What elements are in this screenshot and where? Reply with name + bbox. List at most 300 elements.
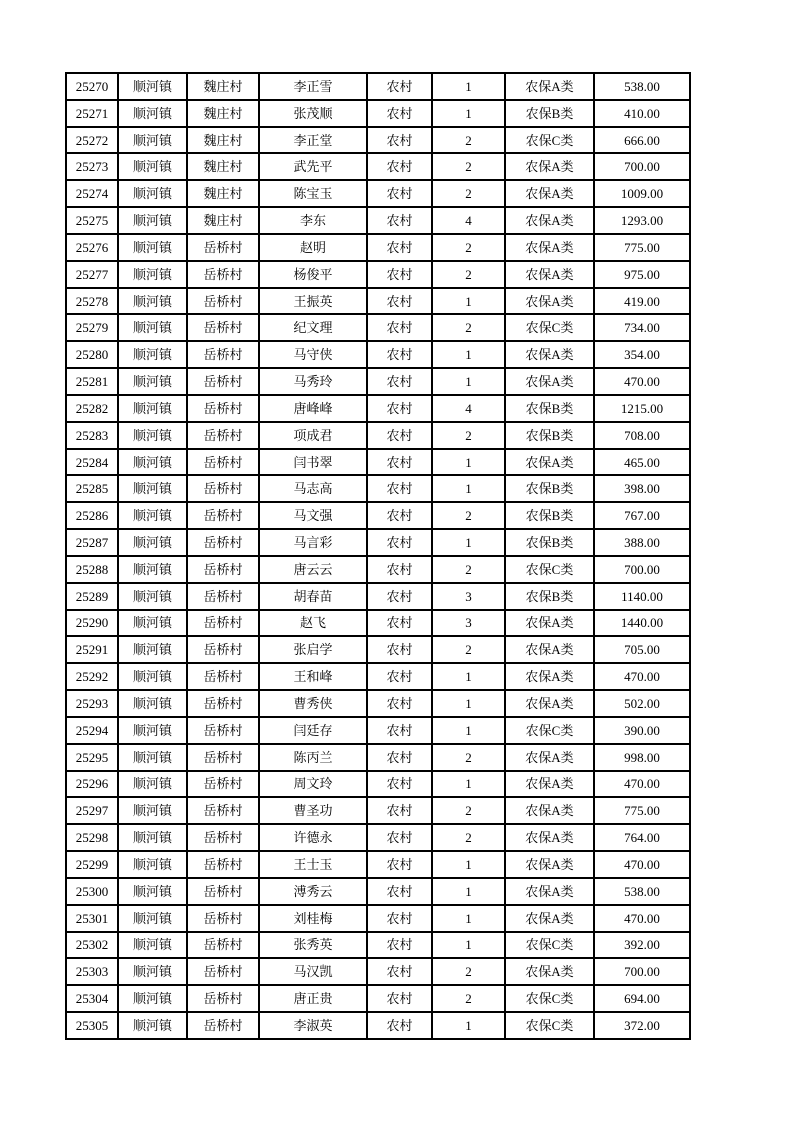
table-row — [66, 314, 690, 341]
household-type-cell: 农村 — [367, 824, 432, 851]
household-type-cell: 农村 — [367, 905, 432, 932]
count-cell: 1 — [432, 771, 505, 798]
serial-cell: 25301 — [66, 905, 118, 932]
amount-cell: 775.00 — [594, 797, 690, 824]
village-cell: 岳桥村 — [187, 502, 259, 529]
serial-cell: 25290 — [66, 610, 118, 637]
town-cell: 顺河镇 — [118, 100, 187, 127]
count-cell: 1 — [432, 288, 505, 315]
serial-cell: 25293 — [66, 690, 118, 717]
count-cell: 1 — [432, 73, 505, 100]
town-cell: 顺河镇 — [118, 395, 187, 422]
serial-cell: 25276 — [66, 234, 118, 261]
table-row — [66, 422, 690, 449]
amount-cell: 764.00 — [594, 824, 690, 851]
name-cell: 张秀英 — [259, 932, 367, 959]
household-type-cell: 农村 — [367, 744, 432, 771]
village-cell: 岳桥村 — [187, 851, 259, 878]
category-cell: 农保A类 — [505, 905, 594, 932]
name-cell: 武先平 — [259, 153, 367, 180]
amount-cell: 390.00 — [594, 717, 690, 744]
serial-cell: 25296 — [66, 771, 118, 798]
count-cell: 2 — [432, 314, 505, 341]
category-cell: 农保A类 — [505, 797, 594, 824]
village-cell: 岳桥村 — [187, 422, 259, 449]
name-cell: 王士玉 — [259, 851, 367, 878]
table-row — [66, 449, 690, 476]
village-cell: 魏庄村 — [187, 73, 259, 100]
serial-cell: 25305 — [66, 1012, 118, 1039]
count-cell: 1 — [432, 475, 505, 502]
table-row — [66, 288, 690, 315]
count-cell: 3 — [432, 583, 505, 610]
household-type-cell: 农村 — [367, 958, 432, 985]
amount-cell: 1009.00 — [594, 180, 690, 207]
household-type-cell: 农村 — [367, 610, 432, 637]
serial-cell: 25285 — [66, 475, 118, 502]
household-type-cell: 农村 — [367, 368, 432, 395]
category-cell: 农保A类 — [505, 690, 594, 717]
village-cell: 岳桥村 — [187, 368, 259, 395]
table-row — [66, 985, 690, 1012]
serial-cell: 25298 — [66, 824, 118, 851]
village-cell: 岳桥村 — [187, 395, 259, 422]
count-cell: 1 — [432, 100, 505, 127]
category-cell: 农保A类 — [505, 851, 594, 878]
town-cell: 顺河镇 — [118, 288, 187, 315]
household-type-cell: 农村 — [367, 314, 432, 341]
serial-cell: 25273 — [66, 153, 118, 180]
household-type-cell: 农村 — [367, 690, 432, 717]
category-cell: 农保C类 — [505, 932, 594, 959]
table-row — [66, 368, 690, 395]
amount-cell: 700.00 — [594, 556, 690, 583]
count-cell: 2 — [432, 636, 505, 663]
category-cell: 农保A类 — [505, 610, 594, 637]
count-cell: 2 — [432, 127, 505, 154]
amount-cell: 372.00 — [594, 1012, 690, 1039]
name-cell: 马守侠 — [259, 341, 367, 368]
table-row — [66, 690, 690, 717]
amount-cell: 470.00 — [594, 905, 690, 932]
serial-cell: 25277 — [66, 261, 118, 288]
town-cell: 顺河镇 — [118, 744, 187, 771]
town-cell: 顺河镇 — [118, 153, 187, 180]
village-cell: 岳桥村 — [187, 234, 259, 261]
name-cell: 李东 — [259, 207, 367, 234]
household-type-cell: 农村 — [367, 556, 432, 583]
village-cell: 岳桥村 — [187, 314, 259, 341]
count-cell: 1 — [432, 851, 505, 878]
town-cell: 顺河镇 — [118, 127, 187, 154]
amount-cell: 1293.00 — [594, 207, 690, 234]
town-cell: 顺河镇 — [118, 663, 187, 690]
amount-cell: 734.00 — [594, 314, 690, 341]
count-cell: 2 — [432, 502, 505, 529]
serial-cell: 25287 — [66, 529, 118, 556]
table-row — [66, 744, 690, 771]
count-cell: 2 — [432, 234, 505, 261]
category-cell: 农保C类 — [505, 127, 594, 154]
town-cell: 顺河镇 — [118, 824, 187, 851]
category-cell: 农保A类 — [505, 341, 594, 368]
household-type-cell: 农村 — [367, 663, 432, 690]
town-cell: 顺河镇 — [118, 610, 187, 637]
village-cell: 魏庄村 — [187, 207, 259, 234]
amount-cell: 470.00 — [594, 851, 690, 878]
table-row — [66, 905, 690, 932]
amount-cell: 705.00 — [594, 636, 690, 663]
count-cell: 2 — [432, 958, 505, 985]
count-cell: 2 — [432, 180, 505, 207]
table-row — [66, 958, 690, 985]
serial-cell: 25289 — [66, 583, 118, 610]
table-row — [66, 153, 690, 180]
category-cell: 农保C类 — [505, 717, 594, 744]
category-cell: 农保A类 — [505, 636, 594, 663]
household-type-cell: 农村 — [367, 288, 432, 315]
household-type-cell: 农村 — [367, 475, 432, 502]
town-cell: 顺河镇 — [118, 180, 187, 207]
name-cell: 张茂顺 — [259, 100, 367, 127]
village-cell: 岳桥村 — [187, 771, 259, 798]
table-row — [66, 797, 690, 824]
category-cell: 农保A类 — [505, 771, 594, 798]
town-cell: 顺河镇 — [118, 717, 187, 744]
amount-cell: 354.00 — [594, 341, 690, 368]
name-cell: 唐正贵 — [259, 985, 367, 1012]
serial-cell: 25302 — [66, 932, 118, 959]
town-cell: 顺河镇 — [118, 878, 187, 905]
payment-records-table-body — [66, 73, 690, 1039]
count-cell: 2 — [432, 824, 505, 851]
household-type-cell: 农村 — [367, 100, 432, 127]
amount-cell: 700.00 — [594, 153, 690, 180]
household-type-cell: 农村 — [367, 395, 432, 422]
serial-cell: 25297 — [66, 797, 118, 824]
village-cell: 岳桥村 — [187, 288, 259, 315]
village-cell: 岳桥村 — [187, 475, 259, 502]
category-cell: 农保B类 — [505, 502, 594, 529]
table-row — [66, 771, 690, 798]
name-cell: 马秀玲 — [259, 368, 367, 395]
serial-cell: 25275 — [66, 207, 118, 234]
household-type-cell: 农村 — [367, 234, 432, 261]
amount-cell: 502.00 — [594, 690, 690, 717]
town-cell: 顺河镇 — [118, 985, 187, 1012]
amount-cell: 398.00 — [594, 475, 690, 502]
serial-cell: 25286 — [66, 502, 118, 529]
name-cell: 马志高 — [259, 475, 367, 502]
village-cell: 岳桥村 — [187, 690, 259, 717]
name-cell: 王和峰 — [259, 663, 367, 690]
category-cell: 农保C类 — [505, 556, 594, 583]
name-cell: 曹圣功 — [259, 797, 367, 824]
table-row — [66, 395, 690, 422]
category-cell: 农保A类 — [505, 824, 594, 851]
name-cell: 周文玲 — [259, 771, 367, 798]
town-cell: 顺河镇 — [118, 529, 187, 556]
table-row — [66, 932, 690, 959]
serial-cell: 25283 — [66, 422, 118, 449]
household-type-cell: 农村 — [367, 529, 432, 556]
category-cell: 农保B类 — [505, 422, 594, 449]
table-row — [66, 636, 690, 663]
amount-cell: 998.00 — [594, 744, 690, 771]
name-cell: 陈丙兰 — [259, 744, 367, 771]
name-cell: 项成君 — [259, 422, 367, 449]
category-cell: 农保B类 — [505, 100, 594, 127]
amount-cell: 975.00 — [594, 261, 690, 288]
category-cell: 农保A类 — [505, 73, 594, 100]
town-cell: 顺河镇 — [118, 502, 187, 529]
serial-cell: 25299 — [66, 851, 118, 878]
amount-cell: 538.00 — [594, 73, 690, 100]
town-cell: 顺河镇 — [118, 583, 187, 610]
amount-cell: 419.00 — [594, 288, 690, 315]
amount-cell: 767.00 — [594, 502, 690, 529]
serial-cell: 25271 — [66, 100, 118, 127]
village-cell: 魏庄村 — [187, 153, 259, 180]
table-row — [66, 878, 690, 905]
category-cell: 农保A类 — [505, 449, 594, 476]
household-type-cell: 农村 — [367, 932, 432, 959]
town-cell: 顺河镇 — [118, 905, 187, 932]
household-type-cell: 农村 — [367, 422, 432, 449]
table-row — [66, 341, 690, 368]
count-cell: 1 — [432, 878, 505, 905]
category-cell: 农保C类 — [505, 985, 594, 1012]
category-cell: 农保B类 — [505, 529, 594, 556]
household-type-cell: 农村 — [367, 153, 432, 180]
category-cell: 农保A类 — [505, 234, 594, 261]
household-type-cell: 农村 — [367, 878, 432, 905]
amount-cell: 538.00 — [594, 878, 690, 905]
town-cell: 顺河镇 — [118, 207, 187, 234]
table-row — [66, 556, 690, 583]
count-cell: 4 — [432, 207, 505, 234]
household-type-cell: 农村 — [367, 449, 432, 476]
village-cell: 岳桥村 — [187, 583, 259, 610]
name-cell: 胡春苗 — [259, 583, 367, 610]
serial-cell: 25284 — [66, 449, 118, 476]
amount-cell: 470.00 — [594, 771, 690, 798]
count-cell: 2 — [432, 153, 505, 180]
name-cell: 马言彩 — [259, 529, 367, 556]
town-cell: 顺河镇 — [118, 556, 187, 583]
name-cell: 赵明 — [259, 234, 367, 261]
name-cell: 闫书翠 — [259, 449, 367, 476]
serial-cell: 25303 — [66, 958, 118, 985]
table-row — [66, 851, 690, 878]
category-cell: 农保B类 — [505, 395, 594, 422]
count-cell: 1 — [432, 690, 505, 717]
count-cell: 1 — [432, 905, 505, 932]
count-cell: 1 — [432, 717, 505, 744]
category-cell: 农保A类 — [505, 744, 594, 771]
category-cell: 农保A类 — [505, 663, 594, 690]
village-cell: 岳桥村 — [187, 449, 259, 476]
serial-cell: 25282 — [66, 395, 118, 422]
category-cell: 农保B类 — [505, 475, 594, 502]
household-type-cell: 农村 — [367, 502, 432, 529]
village-cell: 岳桥村 — [187, 797, 259, 824]
village-cell: 岳桥村 — [187, 905, 259, 932]
name-cell: 唐云云 — [259, 556, 367, 583]
town-cell: 顺河镇 — [118, 851, 187, 878]
table-row — [66, 502, 690, 529]
village-cell: 岳桥村 — [187, 878, 259, 905]
amount-cell: 465.00 — [594, 449, 690, 476]
name-cell: 纪文理 — [259, 314, 367, 341]
town-cell: 顺河镇 — [118, 449, 187, 476]
category-cell: 农保C类 — [505, 1012, 594, 1039]
payment-records-table — [65, 72, 691, 1040]
town-cell: 顺河镇 — [118, 234, 187, 261]
table-row — [66, 583, 690, 610]
town-cell: 顺河镇 — [118, 422, 187, 449]
village-cell: 岳桥村 — [187, 958, 259, 985]
village-cell: 岳桥村 — [187, 932, 259, 959]
count-cell: 2 — [432, 422, 505, 449]
town-cell: 顺河镇 — [118, 314, 187, 341]
serial-cell: 25280 — [66, 341, 118, 368]
serial-cell: 25272 — [66, 127, 118, 154]
count-cell: 1 — [432, 449, 505, 476]
table-row — [66, 717, 690, 744]
town-cell: 顺河镇 — [118, 73, 187, 100]
amount-cell: 1440.00 — [594, 610, 690, 637]
amount-cell: 470.00 — [594, 663, 690, 690]
amount-cell: 775.00 — [594, 234, 690, 261]
town-cell: 顺河镇 — [118, 368, 187, 395]
name-cell: 马汉凯 — [259, 958, 367, 985]
village-cell: 岳桥村 — [187, 529, 259, 556]
category-cell: 农保B类 — [505, 583, 594, 610]
category-cell: 农保A类 — [505, 288, 594, 315]
household-type-cell: 农村 — [367, 207, 432, 234]
household-type-cell: 农村 — [367, 717, 432, 744]
count-cell: 1 — [432, 663, 505, 690]
name-cell: 张启学 — [259, 636, 367, 663]
town-cell: 顺河镇 — [118, 341, 187, 368]
count-cell: 1 — [432, 1012, 505, 1039]
table-row — [66, 180, 690, 207]
town-cell: 顺河镇 — [118, 771, 187, 798]
household-type-cell: 农村 — [367, 73, 432, 100]
household-type-cell: 农村 — [367, 341, 432, 368]
count-cell: 2 — [432, 985, 505, 1012]
town-cell: 顺河镇 — [118, 797, 187, 824]
serial-cell: 25291 — [66, 636, 118, 663]
serial-cell: 25270 — [66, 73, 118, 100]
table-row — [66, 663, 690, 690]
name-cell: 曹秀侠 — [259, 690, 367, 717]
amount-cell: 392.00 — [594, 932, 690, 959]
name-cell: 杨俊平 — [259, 261, 367, 288]
count-cell: 1 — [432, 341, 505, 368]
amount-cell: 708.00 — [594, 422, 690, 449]
town-cell: 顺河镇 — [118, 475, 187, 502]
serial-cell: 25304 — [66, 985, 118, 1012]
name-cell: 溥秀云 — [259, 878, 367, 905]
amount-cell: 1215.00 — [594, 395, 690, 422]
count-cell: 3 — [432, 610, 505, 637]
serial-cell: 25279 — [66, 314, 118, 341]
household-type-cell: 农村 — [367, 1012, 432, 1039]
household-type-cell: 农村 — [367, 636, 432, 663]
serial-cell: 25278 — [66, 288, 118, 315]
table-row — [66, 1012, 690, 1039]
serial-cell: 25281 — [66, 368, 118, 395]
name-cell: 李正堂 — [259, 127, 367, 154]
table-row — [66, 475, 690, 502]
amount-cell: 388.00 — [594, 529, 690, 556]
amount-cell: 1140.00 — [594, 583, 690, 610]
amount-cell: 694.00 — [594, 985, 690, 1012]
household-type-cell: 农村 — [367, 583, 432, 610]
category-cell: 农保A类 — [505, 368, 594, 395]
town-cell: 顺河镇 — [118, 932, 187, 959]
household-type-cell: 农村 — [367, 985, 432, 1012]
name-cell: 唐峰峰 — [259, 395, 367, 422]
household-type-cell: 农村 — [367, 261, 432, 288]
count-cell: 4 — [432, 395, 505, 422]
village-cell: 岳桥村 — [187, 261, 259, 288]
village-cell: 岳桥村 — [187, 636, 259, 663]
name-cell: 刘桂梅 — [259, 905, 367, 932]
village-cell: 魏庄村 — [187, 127, 259, 154]
name-cell: 李淑英 — [259, 1012, 367, 1039]
amount-cell: 410.00 — [594, 100, 690, 127]
household-type-cell: 农村 — [367, 771, 432, 798]
name-cell: 闫廷存 — [259, 717, 367, 744]
serial-cell: 25294 — [66, 717, 118, 744]
category-cell: 农保A类 — [505, 261, 594, 288]
category-cell: 农保A类 — [505, 180, 594, 207]
table-row — [66, 824, 690, 851]
household-type-cell: 农村 — [367, 851, 432, 878]
table-row — [66, 234, 690, 261]
village-cell: 岳桥村 — [187, 556, 259, 583]
village-cell: 魏庄村 — [187, 180, 259, 207]
serial-cell: 25274 — [66, 180, 118, 207]
name-cell: 许德永 — [259, 824, 367, 851]
serial-cell: 25292 — [66, 663, 118, 690]
count-cell: 2 — [432, 797, 505, 824]
count-cell: 1 — [432, 368, 505, 395]
table-row — [66, 529, 690, 556]
village-cell: 岳桥村 — [187, 663, 259, 690]
serial-cell: 25300 — [66, 878, 118, 905]
table-row — [66, 261, 690, 288]
count-cell: 1 — [432, 932, 505, 959]
amount-cell: 700.00 — [594, 958, 690, 985]
town-cell: 顺河镇 — [118, 636, 187, 663]
village-cell: 岳桥村 — [187, 717, 259, 744]
household-type-cell: 农村 — [367, 797, 432, 824]
town-cell: 顺河镇 — [118, 958, 187, 985]
table-row — [66, 73, 690, 100]
count-cell: 2 — [432, 556, 505, 583]
name-cell: 陈宝玉 — [259, 180, 367, 207]
village-cell: 岳桥村 — [187, 1012, 259, 1039]
table-row — [66, 207, 690, 234]
town-cell: 顺河镇 — [118, 1012, 187, 1039]
village-cell: 岳桥村 — [187, 744, 259, 771]
serial-cell: 25288 — [66, 556, 118, 583]
village-cell: 岳桥村 — [187, 610, 259, 637]
